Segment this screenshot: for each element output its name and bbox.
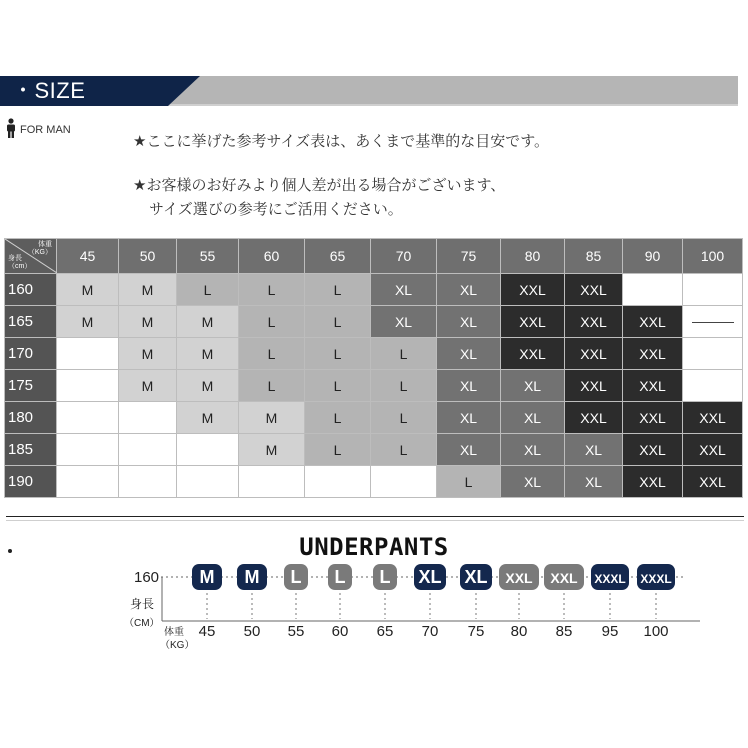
size-cell: L <box>371 402 437 434</box>
weight-header-45: 45 <box>57 239 119 274</box>
size-cell: L <box>305 434 371 466</box>
size-cell: XXL <box>501 306 565 338</box>
size-cell: XXL <box>623 466 683 498</box>
size-table <box>4 238 743 498</box>
underpants-marker <box>544 564 584 640</box>
height-cell-185: 185 <box>5 434 57 466</box>
table-corner-cell <box>5 239 57 274</box>
marker-weight-label: 75 <box>467 623 485 640</box>
note-line-3: サイズ選びの参考にご活用ください。 <box>149 200 403 218</box>
marker-weight-label: 70 <box>421 623 439 640</box>
size-cell: M <box>119 274 177 306</box>
size-cell: XXL <box>683 466 743 498</box>
weight-header-90: 90 <box>623 239 683 274</box>
size-cell: XXL <box>623 306 683 338</box>
size-cell-empty <box>683 338 743 370</box>
size-cell: L <box>305 402 371 434</box>
size-cell: XXL <box>565 338 623 370</box>
size-cell: L <box>371 338 437 370</box>
size-cell: L <box>371 434 437 466</box>
size-cell-empty <box>683 274 743 306</box>
size-cell: XL <box>371 274 437 306</box>
size-cell: M <box>239 434 305 466</box>
underpants-marker <box>192 564 222 640</box>
size-cell-empty <box>683 370 743 402</box>
size-cell: XL <box>437 274 501 306</box>
underpants-kg-label: （KG） <box>160 640 195 651</box>
marker-weight-label: 45 <box>198 623 216 640</box>
size-cell-empty <box>623 274 683 306</box>
marker-weight-label: 50 <box>243 623 261 640</box>
size-cell: XL <box>371 306 437 338</box>
size-cell: M <box>119 306 177 338</box>
marker-weight-label: 80 <box>510 623 528 640</box>
size-cell-empty <box>177 434 239 466</box>
size-cell: XXL <box>565 402 623 434</box>
table-row <box>5 402 743 434</box>
table-row <box>5 434 743 466</box>
size-cell: L <box>305 338 371 370</box>
marker-size-label: L <box>379 567 391 587</box>
underpants-marker <box>591 564 629 640</box>
size-cell: XXL <box>683 402 743 434</box>
underpants-marker <box>237 564 267 640</box>
underpants-title: UNDERPANTS <box>299 533 449 561</box>
size-cell-empty <box>305 466 371 498</box>
underpants-marker <box>284 564 308 640</box>
size-cell: M <box>119 338 177 370</box>
table-row <box>5 338 743 370</box>
marker-weight-label: 85 <box>555 623 573 640</box>
size-cell: XL <box>565 466 623 498</box>
size-cell: XXL <box>501 274 565 306</box>
marker-weight-label: 60 <box>331 623 349 640</box>
section-divider-shadow <box>6 520 744 521</box>
size-cell: XXL <box>623 370 683 402</box>
size-cell-empty <box>239 466 305 498</box>
corner-height-label: 身長 <box>8 255 22 262</box>
size-cell: XL <box>501 402 565 434</box>
underpants-markers <box>192 564 675 640</box>
size-cell-empty <box>57 466 119 498</box>
marker-weight-label: 55 <box>287 623 305 640</box>
size-cell: XL <box>437 370 501 402</box>
underpants-marker <box>460 564 492 640</box>
size-cell: L <box>305 370 371 402</box>
size-title: ・SIZE <box>12 78 86 103</box>
note-line-1: ★ここに挙げた参考サイズ表は、あくまで基準的な目安です。 <box>133 132 550 150</box>
height-cell-175: 175 <box>5 370 57 402</box>
size-cell: XXL <box>565 274 623 306</box>
underpants-height-label: 身長 <box>130 597 155 611</box>
size-cell: M <box>177 338 239 370</box>
size-cell: XXL <box>623 338 683 370</box>
underpants-marker <box>637 564 675 640</box>
size-cell: L <box>305 274 371 306</box>
size-cell: L <box>177 274 239 306</box>
weight-header-55: 55 <box>177 239 239 274</box>
height-cell-180: 180 <box>5 402 57 434</box>
weight-header-80: 80 <box>501 239 565 274</box>
size-cell: XXL <box>623 402 683 434</box>
size-cell: XL <box>501 434 565 466</box>
size-cell: L <box>239 338 305 370</box>
marker-weight-label: 65 <box>376 623 394 640</box>
corner-cm-label: （cm） <box>8 263 32 270</box>
size-cell: XL <box>437 434 501 466</box>
dash-line <box>692 322 734 323</box>
size-cell-empty <box>57 338 119 370</box>
weight-header-100: 100 <box>683 239 743 274</box>
marker-weight-label: 100 <box>643 623 669 640</box>
marker-size-label: XXL <box>550 570 578 586</box>
underpants-cm-label: （CM） <box>124 618 160 629</box>
size-cell: XXL <box>565 306 623 338</box>
marker-size-label: XXXL <box>594 572 626 586</box>
size-cell: XL <box>437 402 501 434</box>
corner-kg-label: （KG） <box>27 249 52 256</box>
size-cell-empty <box>177 466 239 498</box>
size-cell: M <box>57 274 119 306</box>
size-cell: XL <box>501 370 565 402</box>
underpants-marker <box>414 564 446 640</box>
marker-size-label: M <box>244 567 260 587</box>
size-cell: XXL <box>623 434 683 466</box>
size-cell: M <box>177 370 239 402</box>
weight-header-70: 70 <box>371 239 437 274</box>
size-cell: M <box>119 370 177 402</box>
table-body <box>5 274 743 498</box>
size-cell: M <box>57 306 119 338</box>
underpants-height-value: 160 <box>134 569 160 586</box>
size-cell-empty <box>119 402 177 434</box>
size-cell-empty <box>57 370 119 402</box>
size-cell: L <box>437 466 501 498</box>
size-cell: XL <box>437 306 501 338</box>
table-row <box>5 370 743 402</box>
marker-size-label: XXL <box>505 570 533 586</box>
size-cell-empty <box>119 466 177 498</box>
weight-header-85: 85 <box>565 239 623 274</box>
table-header-row <box>5 239 743 274</box>
weight-header-75: 75 <box>437 239 501 274</box>
size-cell: XXL <box>683 434 743 466</box>
height-cell-190: 190 <box>5 466 57 498</box>
size-cell: L <box>305 306 371 338</box>
size-cell-empty <box>119 434 177 466</box>
size-cell: XXL <box>565 370 623 402</box>
underpants-marker <box>499 564 539 640</box>
corner-weight-label: 体重 <box>38 241 52 248</box>
size-cell-empty <box>57 402 119 434</box>
marker-size-label: XL <box>418 567 442 587</box>
size-cell: L <box>371 370 437 402</box>
underpants-marker <box>373 564 397 640</box>
note-line-2: ★お客様のお好みより個人差が出る場合がございます、 <box>133 176 506 194</box>
for-man-label: FOR MAN <box>20 124 71 136</box>
size-cell: XL <box>501 466 565 498</box>
table-row <box>5 306 743 338</box>
marker-size-label: L <box>334 567 346 587</box>
size-cell: L <box>239 274 305 306</box>
size-cell: M <box>177 306 239 338</box>
size-cell: XXL <box>501 338 565 370</box>
size-cell: L <box>239 370 305 402</box>
underpants-weight-label: 体重 <box>164 627 184 638</box>
table-row <box>5 466 743 498</box>
size-cell-empty <box>57 434 119 466</box>
marker-size-label: M <box>199 567 215 587</box>
marker-weight-label: 95 <box>601 623 619 640</box>
weight-header-65: 65 <box>305 239 371 274</box>
size-cell: L <box>239 306 305 338</box>
height-cell-160: 160 <box>5 274 57 306</box>
weight-header-60: 60 <box>239 239 305 274</box>
size-cell-empty <box>371 466 437 498</box>
underpants-marker <box>328 564 352 640</box>
size-cell: XL <box>565 434 623 466</box>
man-icon <box>5 118 17 138</box>
marker-size-label: XL <box>464 567 488 587</box>
table-row <box>5 274 743 306</box>
underpants-size-chart <box>0 555 748 665</box>
height-cell-170: 170 <box>5 338 57 370</box>
size-cell: M <box>239 402 305 434</box>
size-cell: M <box>177 402 239 434</box>
weight-header-50: 50 <box>119 239 177 274</box>
marker-size-label: XXXL <box>640 572 672 586</box>
size-cell-dash <box>683 306 743 338</box>
marker-size-label: L <box>290 567 302 587</box>
size-cell: XL <box>437 338 501 370</box>
height-cell-165: 165 <box>5 306 57 338</box>
section-divider <box>6 516 744 517</box>
